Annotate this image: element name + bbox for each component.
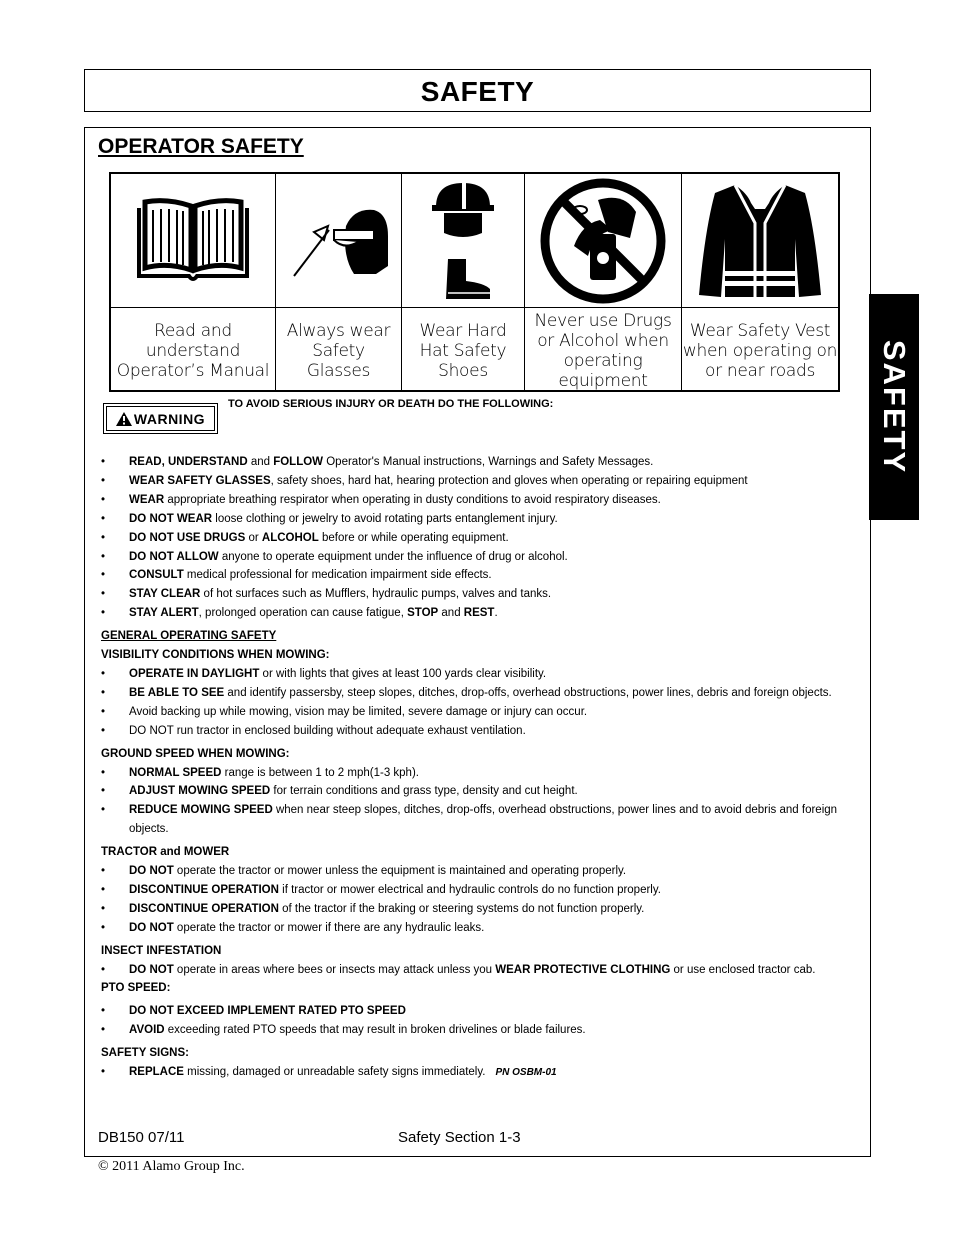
general-title: GENERAL OPERATING SAFETY (101, 630, 277, 643)
list-item-text: appropriate breathing respirator when operating in dusty conditions to avoid respiratory diseases. (164, 493, 661, 506)
warning-badge (103, 403, 218, 434)
side-tab-label: SAFETY (877, 339, 912, 475)
list-item-text: and (438, 607, 464, 620)
icon-label-manual: Read and understand Operator’s Manual (116, 320, 270, 381)
list-item-text: of hot surfaces such as Mufflers, hydraulic pumps, valves and tanks. (200, 588, 552, 601)
list-item (101, 585, 853, 604)
list-item-text: REDUCE MOWING SPEED (129, 804, 273, 817)
tractor-title: TRACTOR and MOWER (101, 846, 230, 859)
icon-cell-manual (111, 174, 276, 390)
list-item-text: operate the tractor or mower if there are any hydraulic leaks. (173, 921, 485, 934)
list-item-text: WEAR (129, 493, 165, 506)
icon-cell-nodrugs (525, 174, 682, 390)
list-item-text: loose clothing or jewelry to avoid rotating parts entanglement injury. (212, 512, 558, 525)
safety-glasses-icon (284, 196, 394, 286)
list-item-text: DO NOT WEAR (129, 512, 213, 525)
list-item-text: missing, damaged or unreadable safety signs immediately. (183, 1066, 486, 1079)
list-item-text: Operator's Manual instructions, Warnings and Safety Messages. (323, 456, 654, 468)
list-item (101, 510, 853, 529)
list-item-text: of the tractor if the braking or steering systems do not function properly. (278, 902, 645, 915)
section-title: OPERATOR SAFETY (98, 135, 304, 158)
list-item-text: and identify passersby, steep slopes, ditches, drop-offs, overhead obstructions, power lines, debris and foreign objects. (224, 686, 832, 699)
list-item (101, 529, 853, 548)
safety-vest-icon (695, 179, 825, 303)
list-item-text: CONSULT (129, 569, 184, 582)
list-item-text: operate the tractor or mower unless the equipment is maintained and operating properly. (173, 865, 627, 878)
list-item-text: ALCOHOL (261, 531, 319, 544)
list-item-text: DO NOT (129, 921, 174, 934)
icon-cell-hardhat (402, 174, 525, 390)
list-item (101, 722, 853, 741)
list-item-text: REST (463, 607, 495, 620)
ground-title: GROUND SPEED WHEN MOWING: (101, 747, 290, 760)
visibility-title: VISIBILITY CONDITIONS WHEN MOWING: (101, 649, 330, 662)
safety-icon-table (109, 172, 840, 392)
side-tab-safety (869, 294, 919, 520)
warning-badge-label: WARNING (133, 410, 206, 427)
tractor-list (101, 862, 853, 938)
list-item (101, 684, 853, 703)
part-number: PN OSBM-01 (495, 1067, 557, 1079)
list-item-text: or (245, 531, 262, 544)
list-item-text: anyone to operate equipment under the influence of drug or alcohol. (218, 550, 568, 563)
list-item (101, 919, 853, 938)
list-item-text: , safety shoes, hard hat, hearing protection and gloves when operating or repairing equipment (270, 474, 748, 487)
list-item (101, 665, 853, 684)
list-item (101, 862, 853, 881)
page-title: SAFETY (420, 76, 535, 107)
list-item-text: for terrain conditions and grass type, density and cut height. (270, 785, 578, 798)
hardhat-boot-icon (428, 177, 498, 305)
list-item-text: DO NOT EXCEED IMPLEMENT RATED PTO SPEED (129, 1005, 406, 1018)
list-item (101, 782, 853, 801)
list-item-text: READ, UNDERSTAND (129, 456, 248, 468)
list-item (101, 491, 853, 510)
list-item-text: AVOID (129, 1024, 165, 1037)
warning-list (101, 453, 853, 623)
signs-list (101, 1063, 853, 1083)
list-item (101, 881, 853, 900)
list-item-text: STAY CLEAR (129, 588, 201, 601)
icon-cell-glasses (276, 174, 402, 390)
no-drugs-alcohol-icon (538, 176, 668, 306)
list-item-text: before or while operating equipment. (318, 531, 509, 544)
icon-label-vest: Wear Safety Vest when operating on or near roads (682, 320, 838, 381)
list-item-text: operate in areas where bees or insects may attack unless you (173, 963, 496, 976)
warning-heading: TO AVOID SERIOUS INJURY OR DEATH DO THE FOLLOWING: (228, 398, 554, 410)
list-item-text: NORMAL SPEED (129, 766, 222, 779)
header-box (84, 69, 871, 112)
list-item-text: or with lights that gives at least 100 yards clear visibility. (259, 667, 547, 680)
insect-list (101, 961, 853, 980)
copyright: © 2011 Alamo Group Inc. (98, 1159, 245, 1174)
icon-label-hardhat: Wear Hard Hat Safety Shoes (419, 320, 507, 381)
icon-label-glasses: Always wear Safety Glasses (286, 320, 391, 381)
list-item-text: medical professional for medication impairment side effects. (183, 569, 492, 582)
list-item (101, 764, 853, 783)
list-item-text: WEAR SAFETY GLASSES (129, 474, 271, 487)
warning-triangle-icon (116, 412, 132, 426)
list-item-text: DO NOT ALLOW (129, 550, 219, 563)
list-item-text: REPLACE (129, 1066, 184, 1079)
insect-title: INSECT INFESTATION (101, 944, 222, 957)
list-item (101, 703, 853, 722)
list-item (101, 472, 853, 491)
list-item (101, 961, 853, 980)
footer-page: Safety Section 1-3 (398, 1129, 521, 1146)
list-item (101, 548, 853, 567)
list-item-text: DO NOT run tractor in enclosed building without adequate exhaust ventilation. (129, 724, 526, 737)
icon-label-nodrugs: Never use Drugs or Alcohol when operating equipment (534, 310, 672, 391)
list-item (101, 900, 853, 919)
list-item-text: . (494, 607, 498, 620)
list-item-text: OPERATE IN DAYLIGHT (129, 667, 260, 680)
list-item (101, 604, 853, 623)
list-item-text: or use enclosed tractor cab. (670, 963, 816, 976)
list-item (101, 801, 853, 839)
pto-list (101, 1002, 853, 1040)
list-item-text: DO NOT USE DRUGS (129, 531, 246, 544)
list-item-text: BE ABLE TO SEE (129, 686, 225, 699)
footer-model: DB150 07/11 (98, 1129, 185, 1146)
list-item-text: range is between 1 to 2 mph(1-3 kph). (221, 766, 419, 779)
list-item (101, 566, 853, 585)
list-item-text: DO NOT (129, 963, 174, 976)
list-item-text: FOLLOW (273, 456, 324, 468)
list-item-text: DISCONTINUE OPERATION (129, 883, 279, 896)
list-item-text: , prolonged operation can cause fatigue, (198, 607, 408, 620)
signs-title: SAFETY SIGNS: (101, 1047, 189, 1060)
list-item-text: if tractor or mower electrical and hydraulic controls do no function properly. (278, 883, 661, 896)
list-item-text: when near steep slopes, ditches, drop-offs, overhead obstructions, power lines and to avoid debris and foreign objects. (129, 804, 838, 836)
icon-cell-vest (682, 174, 838, 390)
visibility-list (101, 665, 853, 741)
list-item-text: exceeding rated PTO speeds that may result in broken drivelines or blade failures. (164, 1024, 586, 1037)
manual-book-icon (133, 196, 253, 286)
list-item (101, 453, 853, 472)
list-item-text: STAY ALERT (129, 607, 199, 620)
ground-list (101, 764, 853, 840)
list-item-text: DO NOT (129, 865, 174, 878)
list-item-text: Avoid backing up while mowing, vision may be limited, severe damage or injury can occur. (129, 705, 588, 718)
pto-title: PTO SPEED: (101, 982, 171, 995)
list-item (101, 1063, 853, 1083)
body-text (101, 453, 853, 1083)
list-item-text: ADJUST MOWING SPEED (129, 785, 271, 798)
list-item-text: and (247, 456, 274, 468)
list-item (101, 1021, 853, 1040)
list-item (101, 1002, 853, 1021)
list-item-text: WEAR PROTECTIVE CLOTHING (495, 963, 671, 976)
list-item-text: STOP (407, 607, 439, 620)
list-item-text: DISCONTINUE OPERATION (129, 902, 279, 915)
